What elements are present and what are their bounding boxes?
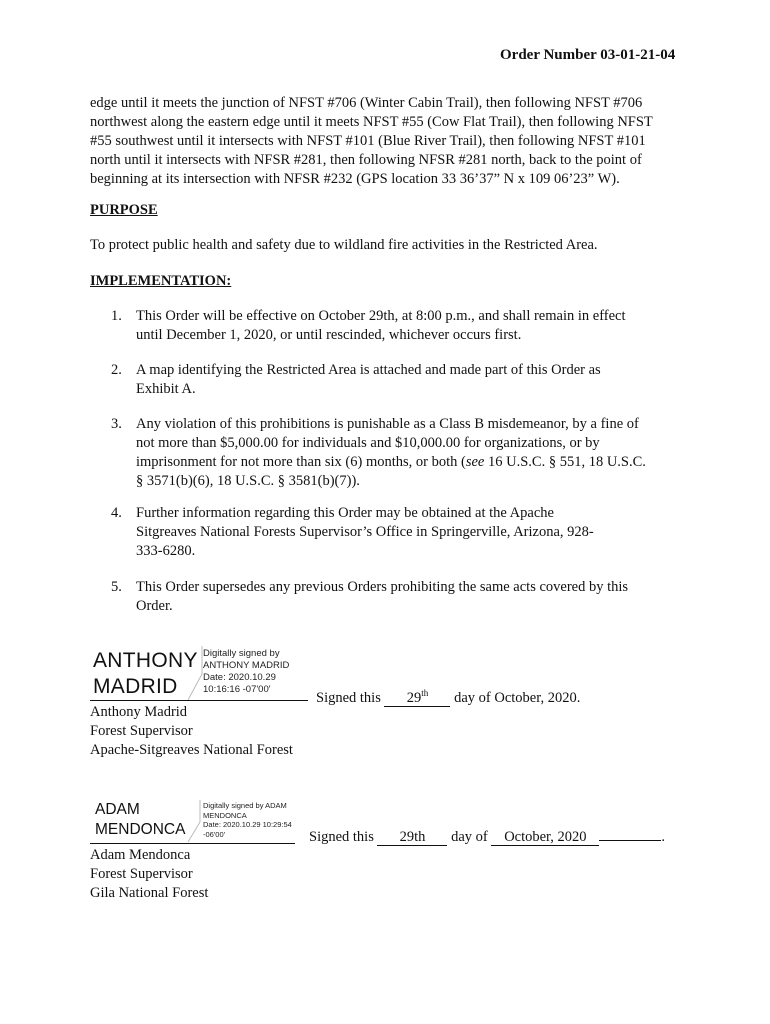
- signer-title: Forest Supervisor: [90, 866, 193, 882]
- implementation-heading: IMPLEMENTATION:: [90, 273, 232, 289]
- signature-meta-line: 10:16:16 -07'00': [203, 684, 271, 695]
- item-line: This Order will be effective on October 29th, at 8:00 p.m., and shall remain in effect: [136, 308, 626, 324]
- item-line: Any violation of this prohibitions is punishable as a Class B misdemeanor, by a fine of: [136, 416, 639, 432]
- purpose-text: To protect public health and safety due to wildland fire activities in the Restricted Area.: [90, 237, 598, 253]
- signer-unit: Apache-Sitgreaves National Forest: [90, 742, 293, 758]
- list-item: [111, 361, 701, 399]
- signer-name: Adam Mendonca: [90, 847, 191, 863]
- day-suffix: th: [421, 688, 429, 698]
- item-line: This Order supersedes any previous Orders prohibiting the same acts covered by this: [136, 579, 629, 595]
- item-line: 333-6280.: [136, 543, 196, 559]
- day-of-text: day of: [451, 829, 488, 845]
- item-number: 4.: [111, 505, 122, 521]
- item-line: Further information regarding this Order may be obtained at the Apache: [136, 505, 554, 521]
- trailing-period: .: [661, 829, 665, 845]
- implementation-list: [111, 578, 701, 616]
- item-line: A map identifying the Restricted Area is attached and made part of this Order as: [136, 362, 601, 378]
- implementation-list: [111, 504, 701, 561]
- signer-unit: Gila National Forest: [90, 885, 209, 901]
- implementation-list: [111, 307, 701, 345]
- signer-block-mendonca: [90, 846, 208, 903]
- implementation-list: [111, 415, 701, 491]
- item-line: Exhibit A.: [136, 381, 196, 397]
- signed-day: 29: [406, 689, 422, 706]
- signature-line: [90, 843, 295, 844]
- item-line: Sitgreaves National Forests Supervisor’s Office in Springerville, Arizona, 928-: [136, 524, 594, 540]
- intro-line: edge until it meets the junction of NFST #706 (Winter Cabin Trail), then following NFST #706: [90, 95, 643, 111]
- signer-name: Anthony Madrid: [90, 704, 188, 720]
- signature-meta-line: MENDONCA: [203, 810, 247, 820]
- list-item: [111, 307, 701, 345]
- intro-line: northwest along the eastern edge until it meets NFST #55 (Cow Flat Trail), then following NFST: [90, 114, 653, 130]
- digital-signature-details: [203, 648, 289, 696]
- purpose-heading: PURPOSE: [90, 202, 158, 218]
- order-number: Order Number 03-01-21-04: [500, 47, 676, 63]
- item-line: until December 1, 2020, or until rescinded, whichever occurs first.: [136, 327, 522, 343]
- item-number: 1.: [111, 308, 122, 324]
- item-number: 5.: [111, 579, 122, 595]
- digital-signature-mendonca: [95, 800, 185, 840]
- item-number: 3.: [111, 416, 122, 432]
- intro-line: #55 southwest until it intersects with NFST #101 (Blue River Trail), then following NFST #101: [90, 133, 646, 149]
- day-blank: [384, 685, 450, 707]
- item-line: not more than $5,000.00 for individuals and $10,000.00 for organizations, or by: [136, 435, 600, 451]
- item-line: imprisonment for not more than six (6) months, or both (see 16 U.S.C. § 551, 18 U.S.C.: [136, 454, 646, 470]
- day-of-text: day of October, 2020.: [454, 689, 581, 706]
- signature-meta-line: ANTHONY MADRID: [203, 660, 290, 671]
- signed-this-label: Signed this: [309, 829, 374, 845]
- item-line: Order.: [136, 598, 173, 614]
- intro-line: north until it intersects with NFSR #281, then following NFSR #281 north, back to the point of: [90, 152, 642, 168]
- signer-block-madrid: [90, 703, 293, 760]
- signature-name-line: MENDONCA: [95, 821, 186, 838]
- signature-meta-line: Date: 2020.10.29: [203, 672, 276, 683]
- implementation-list: [111, 361, 701, 399]
- signature-meta-line: -06'00': [203, 829, 226, 839]
- signer-title: Forest Supervisor: [90, 723, 193, 739]
- month-year-blank: October, 2020: [491, 829, 599, 846]
- trailing-blank: [599, 840, 661, 841]
- item-number: 2.: [111, 362, 122, 378]
- signature-name-line: ANTHONY: [93, 649, 198, 672]
- intro-line: beginning at its intersection with NFSR #232 (GPS location 33 36’37” N x 109 06’23” W).: [90, 171, 620, 187]
- signed-day: 29th: [377, 829, 447, 846]
- signed-this-statement: [309, 828, 665, 847]
- intro-paragraph: [90, 94, 690, 189]
- digital-signature-details: [203, 801, 292, 839]
- signature-name-line: ADAM: [95, 801, 140, 818]
- signature-line: [90, 700, 308, 701]
- signature-meta-line: Digitally signed by ADAM: [203, 801, 287, 810]
- signed-this-statement: [316, 685, 580, 708]
- list-item: [111, 578, 701, 616]
- signature-name-line: MADRID: [93, 675, 178, 698]
- list-item: [111, 504, 701, 561]
- see-emphasis: see: [465, 454, 485, 470]
- signature-meta-line: Date: 2020.10.29 10:29:54: [203, 820, 292, 829]
- signed-this-label: Signed this: [316, 689, 381, 706]
- list-item: [111, 415, 701, 491]
- item-line: § 3571(b)(6), 18 U.S.C. § 3581(b)(7)).: [136, 473, 360, 489]
- signature-meta-line: Digitally signed by: [203, 648, 280, 659]
